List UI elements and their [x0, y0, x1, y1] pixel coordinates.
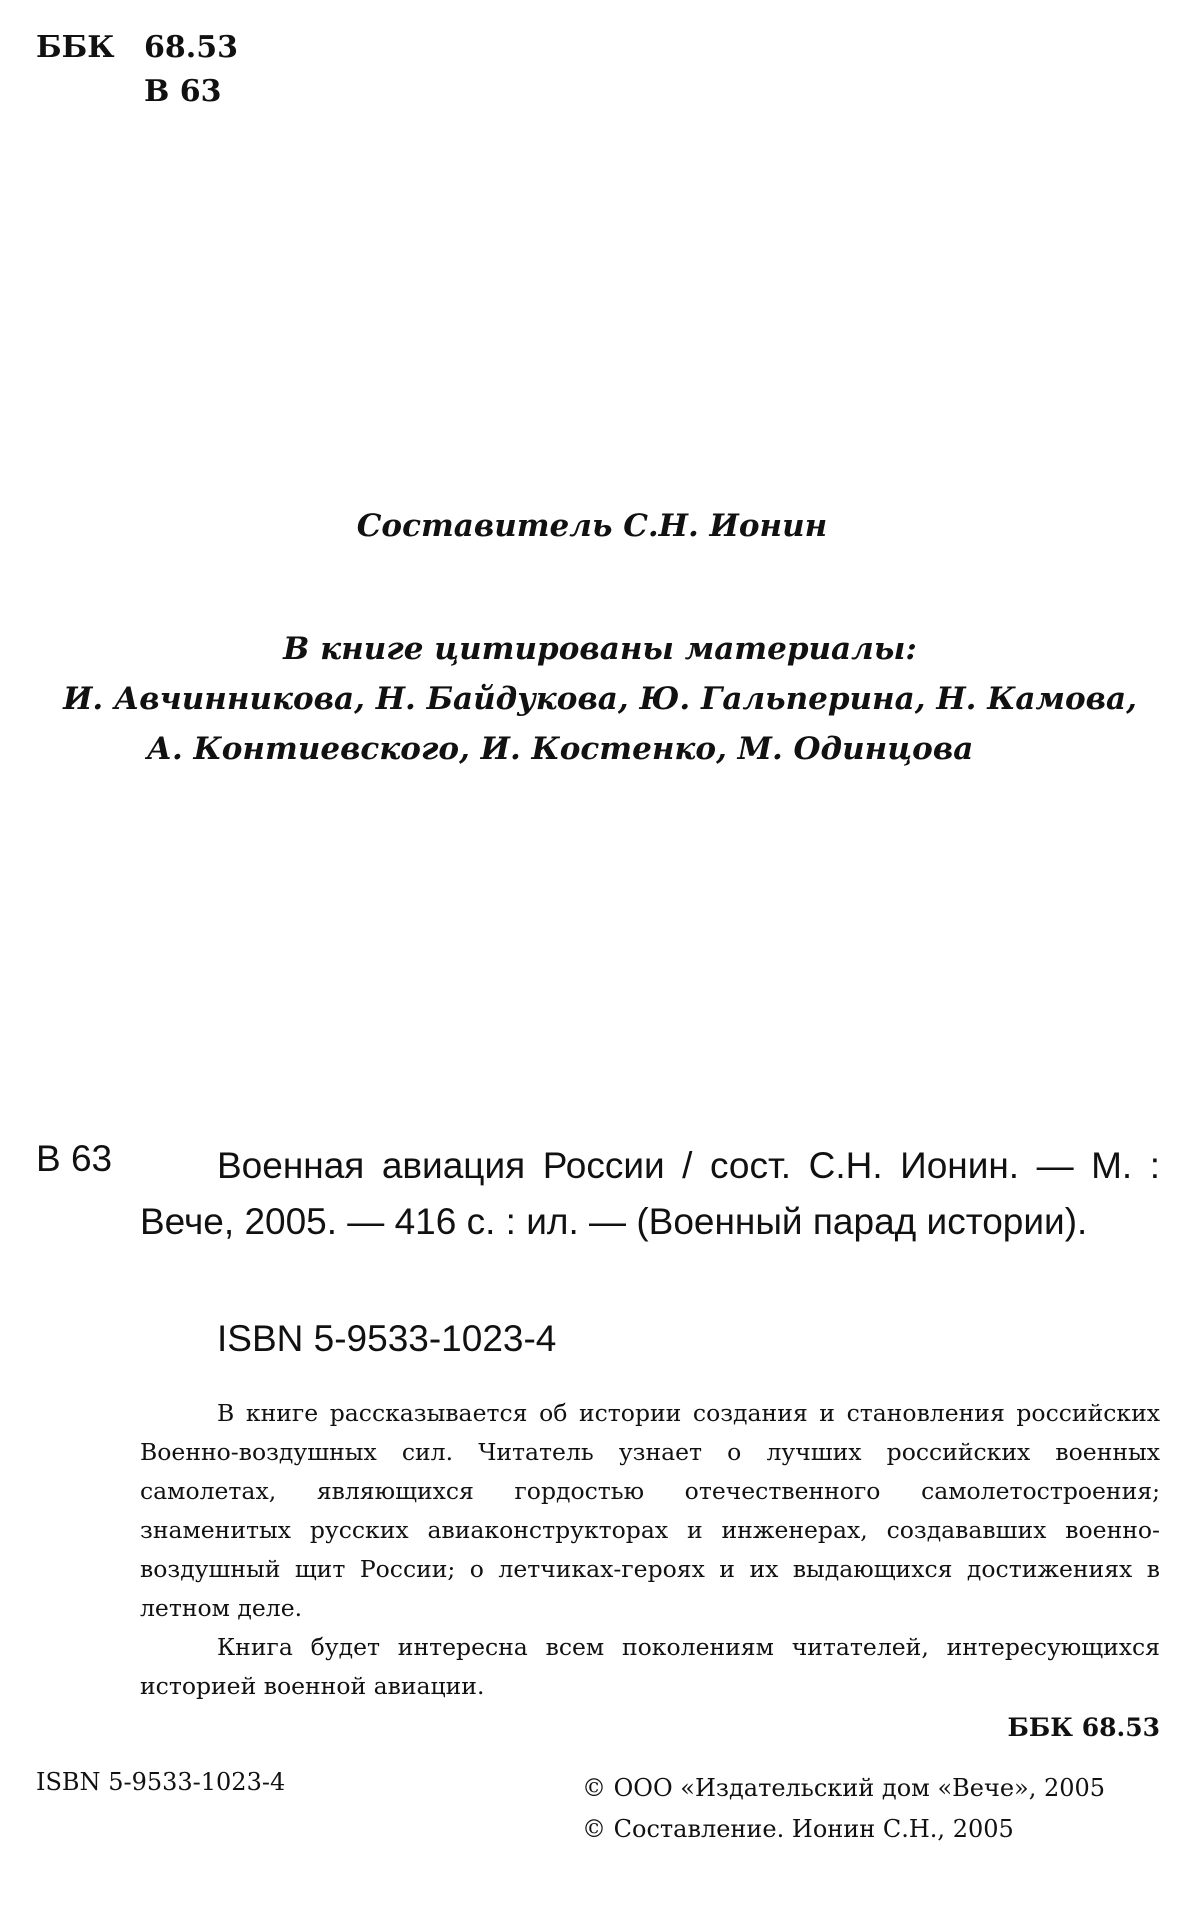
bbk-bottom: ББК 68.53: [1007, 1713, 1160, 1742]
annotation: [140, 1394, 1160, 1706]
annotation-paragraph-1: В книге рассказывается об истории создания и становления российских Военно-воздушных сил. Читатель узнает о лучших российских военных самолетах, являющихся гордостью отечественного самолетостроения; знаменитых русских авиаконструкторах и инженерах, создававших военно-воздушный щит России; о летчиках-героях и их выдающихся достижениях в летном деле.: [140, 1399, 1160, 1622]
copyright-publisher: © ООО «Издательский дом «Вече», 2005: [582, 1774, 1106, 1802]
bbk-code: 68.53: [144, 30, 238, 65]
cited-heading: В книге цитированы материалы:: [283, 631, 917, 667]
isbn-footer: ISBN 5-9533-1023-4: [36, 1768, 286, 1796]
bbk-label: ББК: [36, 30, 115, 65]
bbk-classification: [36, 26, 238, 114]
compiler-credit: Составитель С.Н. Ионин: [356, 508, 828, 544]
cited-materials: [0, 624, 1200, 774]
catalog-author-mark: В 63: [36, 1138, 113, 1179]
cited-authors-line-1: И. Авчинникова, Н. Байдукова, Ю. Гальперина, Н. Камова,: [63, 681, 1137, 717]
author-mark: В 63: [144, 74, 222, 109]
catalog-isbn: ISBN 5-9533-1023-4: [217, 1318, 557, 1359]
copyright-compilation: © Составление. Ионин С.Н., 2005: [582, 1815, 1014, 1843]
annotation-paragraph-2: Книга будет интересна всем поколениям читателей, интересующихся историей военной авиации.: [140, 1633, 1160, 1700]
catalog-description: Военная авиация России / сост. С.Н. Ионин. — М. : Вече, 2005. — 416 с. : ил. — (Военный парад истории).: [140, 1145, 1160, 1242]
cited-authors-line-2: А. Контиевского, И. Костенко, М. Одинцова: [146, 731, 974, 767]
copyright-block: [582, 1768, 1105, 1850]
